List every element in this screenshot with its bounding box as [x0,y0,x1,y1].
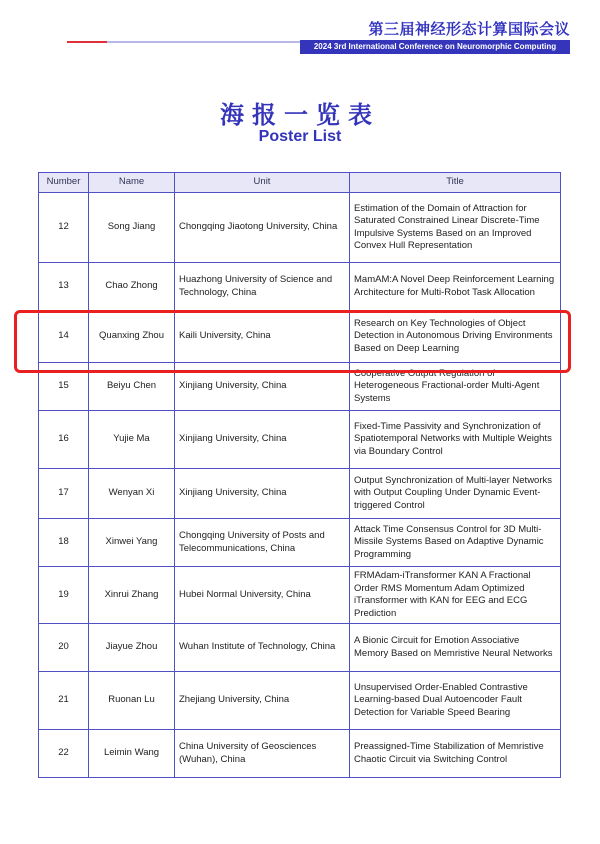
header-divider-line [107,41,300,43]
table-row [39,411,561,469]
conference-name-cn: 第三届神经形态计算国际会议 [368,20,570,38]
cell-title: MamAM:A Novel Deep Reinforcement Learning Architecture for Multi-Robot Task Allocation [350,263,561,311]
page-title-en: Poster List [258,128,342,145]
cell-name: Chao Zhong [89,263,175,311]
cell-unit: Xinjiang University, China [175,363,350,411]
cell-unit: Xinjiang University, China [175,411,350,469]
table-row-highlighted [39,311,561,363]
cell-title: Research on Key Technologies of Object Detection in Autonomous Driving Environments Based on Deep Learning [350,311,561,363]
cell-unit: China University of Geosciences (Wuhan), China [175,730,350,778]
cell-number: 17 [39,469,89,519]
cell-unit: Wuhan Institute of Technology, China [175,624,350,672]
table-row [39,519,561,567]
cell-unit: Hubei Normal University, China [175,567,350,624]
table-row [39,193,561,263]
cell-number: 21 [39,672,89,730]
table-row [39,469,561,519]
table-row [39,263,561,311]
cell-name: Ruonan Lu [89,672,175,730]
cell-title: Fixed-Time Passivity and Synchronization of Spatiotemporal Networks with Multiple Weights via Boundary Control [350,411,561,469]
table-row [39,672,561,730]
cell-number: 19 [39,567,89,624]
cell-title: A Bionic Circuit for Emotion Associative Memory Based on Memristive Neural Networks [350,624,561,672]
cell-number: 18 [39,519,89,567]
cell-name: Beiyu Chen [89,363,175,411]
conference-name-en: 2024 3rd International Conference on Neuromorphic Computing [300,40,570,54]
cell-title: FRMAdam-iTransformer KAN A Fractional Order RMS Momentum Adam Optimized iTransformer with KAN for EEG and ECG Prediction [350,567,561,624]
cell-number: 14 [39,311,89,363]
cell-number: 12 [39,193,89,263]
cell-title: Cooperative Output Regulation of Heterogeneous Fractional-order Multi-Agent Systems [350,363,561,411]
cell-name: Quanxing Zhou [89,311,175,363]
poster-table [38,172,561,778]
cell-number: 20 [39,624,89,672]
page-title-cn: 海报一览表 [220,101,380,129]
cell-name: Song Jiang [89,193,175,263]
cell-number: 13 [39,263,89,311]
cell-title: Attack Time Consensus Control for 3D Multi-Missile Systems Based on Adaptive Dynamic Programming [350,519,561,567]
cell-unit: Chongqing University of Posts and Telecommunications, China [175,519,350,567]
cell-name: Leimin Wang [89,730,175,778]
column-header-unit: Unit [175,173,350,193]
cell-unit: Huazhong University of Science and Technology, China [175,263,350,311]
cell-title: Preassigned-Time Stabilization of Memristive Chaotic Circuit via Switching Control [350,730,561,778]
cell-name: Xinrui Zhang [89,567,175,624]
cell-title: Estimation of the Domain of Attraction for Saturated Constrained Linear Discrete-Time Impulsive Systems Based on an Improved Convex Hull Representation [350,193,561,263]
table-header-row [39,173,561,193]
cell-name: Jiayue Zhou [89,624,175,672]
column-header-title: Title [350,173,561,193]
table-row [39,363,561,411]
cell-unit: Zhejiang University, China [175,672,350,730]
cell-name: Xinwei Yang [89,519,175,567]
table-row [39,624,561,672]
cell-name: Yujie Ma [89,411,175,469]
column-header-number: Number [39,173,89,193]
cell-number: 16 [39,411,89,469]
table-row [39,730,561,778]
cell-unit: Xinjiang University, China [175,469,350,519]
cell-name: Wenyan Xi [89,469,175,519]
cell-title: Unsupervised Order-Enabled Contrastive Learning-based Dual Autoencoder Fault Detection for Variable Speed Bearing [350,672,561,730]
table-row [39,567,561,624]
cell-number: 22 [39,730,89,778]
cell-title: Output Synchronization of Multi-layer Networks with Output Coupling Under Dynamic Event-triggered Control [350,469,561,519]
cell-unit: Chongqing Jiaotong University, China [175,193,350,263]
cell-number: 15 [39,363,89,411]
cell-unit: Kaili University, China [175,311,350,363]
column-header-name: Name [89,173,175,193]
header-red-accent-bar [67,41,107,43]
